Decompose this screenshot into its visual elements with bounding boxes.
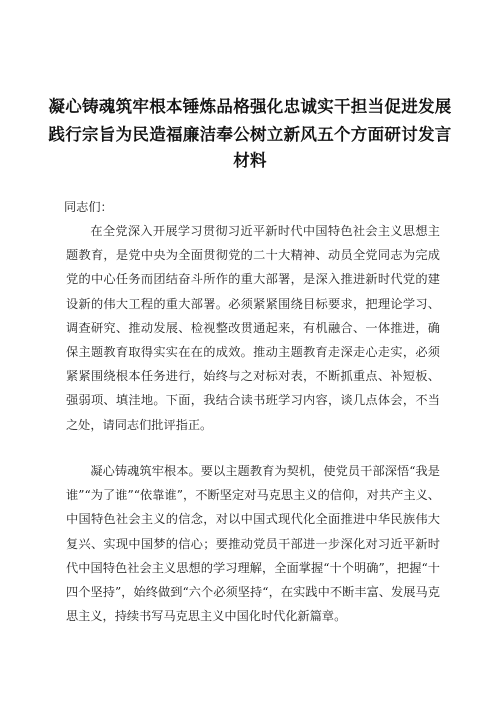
body-paragraph-2: 凝心铸魂筑牢根本。要以主题教育为契机，使党员干部深悟“我是谁”“为了谁”“依靠谁”，不断坚定对马克思主义的信仰，对共产主义、中国特色社会主义的信念，对以中国式现代化全面推进中华民族伟大复兴、实现中国梦的信心；要推动党员干部进一步深化对习近平新时代中国特色社会主义思想的学习理解，全面掌握“十个明确”，把握“十四个坚持”，始终做到“六个必须坚持“，在实践中不断丰富、发展马克思主义，持续书写马克思主义中国化时代化新篇章。 — [66, 464, 440, 624]
document-title-line-3: 材料 — [233, 151, 267, 170]
document-title-line-1: 凝心铸魂筑牢根本锤炼品格强化忠诚实干担当促进发展 — [48, 97, 452, 116]
body-paragraph-1: 在全党深入开展学习贯彻习近平新时代中国特色社会主义思想主题教育，是党中央为全面贯彻党的二十大精神、动员全党同志为完成党的中心任务而团结奋斗所作的重大部署，是深入推进新时代党的建设新的伟大工程的重大部署。必须紧紧围绕目标要求，把理论学习、调查研究、推动发展、检视整改贯通起来，有机融合、一体推进，确保主题教育取得实实在在的成效。推动主题教育走深走心走实，必须紧紧围绕根本任务进行，始终与之对标对表，不断抓重点、补短板、强弱项、填洼地。下面，我结合读书班学习内容，谈几点体会，不当之处，请同志们批评指正。 — [66, 224, 440, 432]
greeting: 同志们： — [64, 200, 113, 214]
document-title-line-2: 践行宗旨为民造福廉洁奉公树立新风五个方面研讨发言 — [48, 125, 452, 144]
